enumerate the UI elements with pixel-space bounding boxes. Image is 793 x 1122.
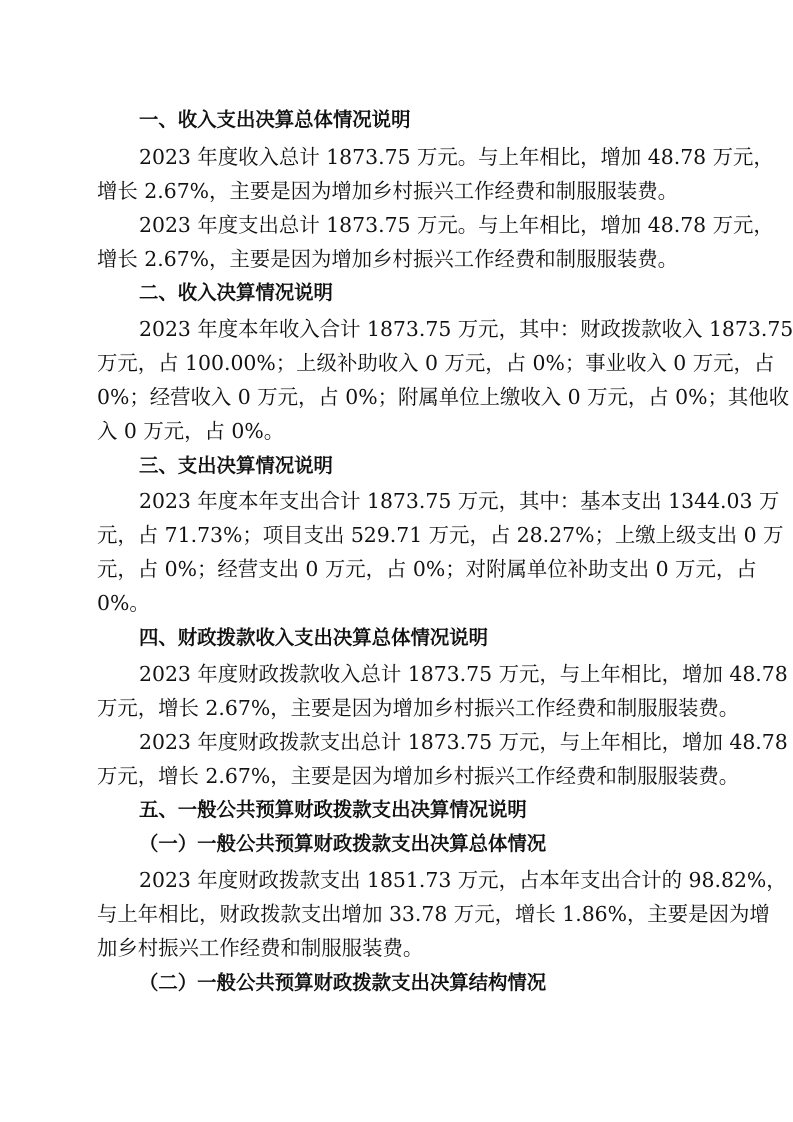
paragraph-line: 增长 2.67%，主要是因为增加乡村振兴工作经费和制服服装费。 <box>97 247 679 271</box>
subsection-heading-structure: （二）一般公共预算财政拨款支出决算结构情况 <box>139 971 547 994</box>
subsection-heading-overall: （一）一般公共预算财政拨款支出决算总体情况 <box>139 832 547 855</box>
section-heading-general-public-budget: 五、一般公共预算财政拨款支出决算情况说明 <box>139 798 527 821</box>
paragraph-line: 2023 年度收入总计 1873.75 万元。与上年相比，增加 48.78 万元， <box>139 145 774 169</box>
paragraph-line: 万元，占 100.00%；上级补助收入 0 万元，占 0%；事业收入 0 万元，占 <box>97 351 775 375</box>
paragraph-line: 与上年相比，财政拨款支出增加 33.78 万元，增长 1.86%，主要是因为增 <box>97 902 770 926</box>
paragraph-line: 0%。 <box>97 591 150 615</box>
paragraph-line: 0%；经营收入 0 万元，占 0%；附属单位上缴收入 0 万元，占 0%；其他收 <box>97 385 790 409</box>
section-heading-expense: 三、支出决算情况说明 <box>139 454 333 477</box>
section-heading-income: 二、收入决算情况说明 <box>139 281 333 304</box>
paragraph-line: 2023 年度本年收入合计 1873.75 万元，其中：财政拨款收入 1873.75 <box>139 317 793 341</box>
paragraph-line: 万元，增长 2.67%，主要是因为增加乡村振兴工作经费和制服服装费。 <box>97 696 740 720</box>
paragraph-line: 增长 2.67%，主要是因为增加乡村振兴工作经费和制服服装费。 <box>97 179 679 203</box>
paragraph-line: 2023 年度财政拨款收入总计 1873.75 万元，与上年相比，增加 48.78 <box>139 662 788 686</box>
paragraph-line: 加乡村振兴工作经费和制服服装费。 <box>97 936 424 960</box>
paragraph-line: 元，占 0%；经营支出 0 万元，占 0%；对附属单位补助支出 0 万元，占 <box>97 557 757 581</box>
paragraph-line: 入 0 万元，占 0%。 <box>97 419 285 443</box>
section-heading-fiscal-appropriation: 四、财政拨款收入支出决算总体情况说明 <box>139 626 489 649</box>
paragraph-line: 2023 年度支出总计 1873.75 万元。与上年相比，增加 48.78 万元， <box>139 213 774 237</box>
paragraph-line: 2023 年度本年支出合计 1873.75 万元，其中：基本支出 1344.03 万 <box>139 489 780 513</box>
section-heading-income-expense-overview: 一、收入支出决算总体情况说明 <box>139 108 411 131</box>
paragraph-line: 2023 年度财政拨款支出总计 1873.75 万元，与上年相比，增加 48.78 <box>139 730 788 754</box>
paragraph-line: 2023 年度财政拨款支出 1851.73 万元，占本年支出合计的 98.82%， <box>139 868 787 892</box>
paragraph-line: 元，占 71.73%；项目支出 529.71 万元，占 28.27%；上缴上级支出 0 万 <box>97 523 784 547</box>
paragraph-line: 万元，增长 2.67%，主要是因为增加乡村振兴工作经费和制服服装费。 <box>97 764 740 788</box>
